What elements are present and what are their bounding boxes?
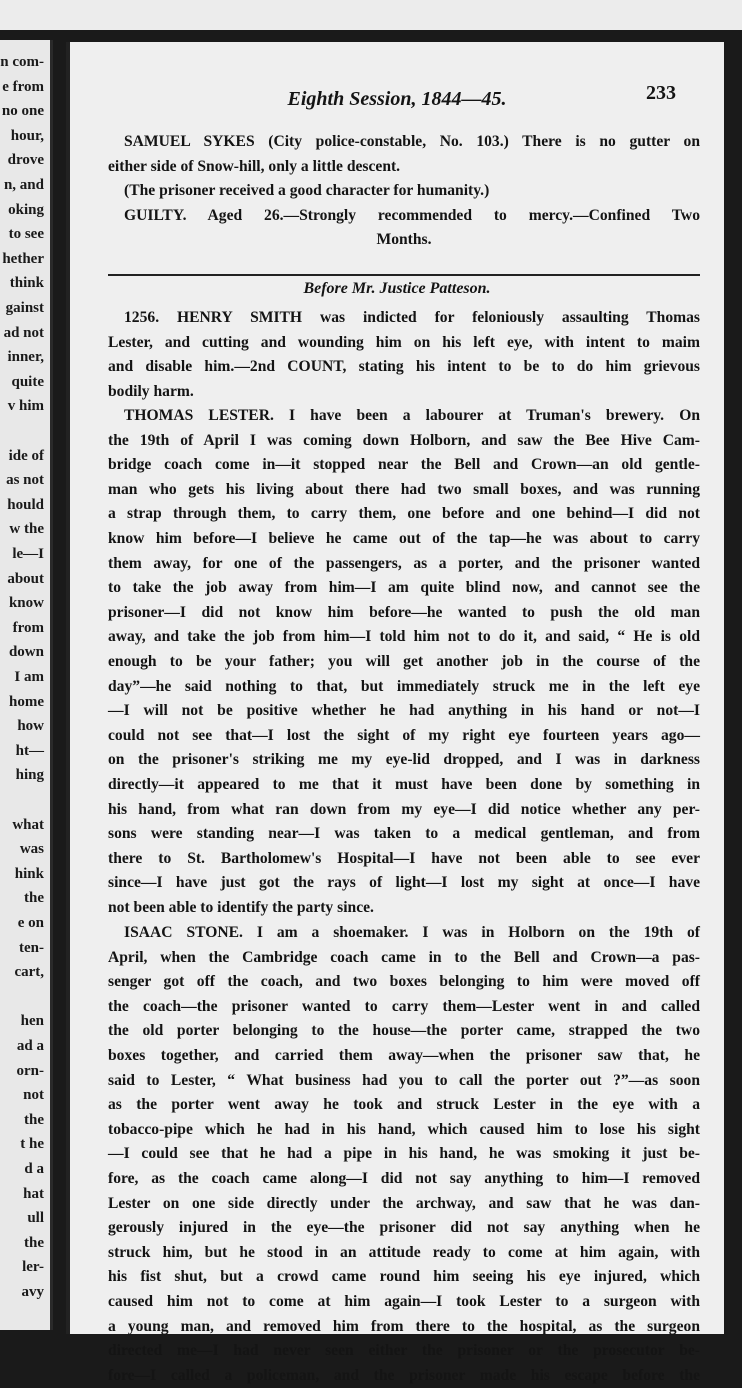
facing-page-line: ide of: [8, 447, 44, 464]
text-line: them away, for one of the passengers, as a porter, and the prisoner wanted: [108, 554, 700, 572]
facing-page-line: the: [24, 1234, 44, 1251]
facing-page-line: what: [12, 816, 44, 833]
facing-page-line: ad not: [3, 324, 44, 341]
facing-page-line: was: [19, 841, 44, 858]
text-line: the 19th of April I was coming down Holborn, and saw the Bee Hive Cam-: [108, 431, 700, 449]
facing-page-fragment: [0, 40, 53, 1330]
text-line: fore, as the coach came along—I did not say anything to him—I removed: [108, 1169, 700, 1187]
facing-page-line: inner,: [7, 349, 44, 366]
facing-page-line: ten-: [19, 939, 44, 956]
facing-page-line: know: [8, 595, 44, 612]
facing-page-line: hat: [23, 1185, 44, 1202]
facing-page-line: avy: [21, 1284, 44, 1300]
facing-page-line: as not: [6, 472, 44, 489]
text-line: 1256. HENRY SMITH was indicted for feloniously assaulting Thomas: [124, 309, 700, 326]
text-line: —I could see that he had a pipe in his hand, he was smoking it just be-: [108, 1145, 700, 1163]
text-line: directly—it appeared to me that it must have been done by something in: [108, 775, 700, 793]
text-line: said to Lester, “ What business had you to call the porter out ?”—as soon: [108, 1071, 700, 1089]
text-line: know him before—I believe he came out of the tap—he was about to carry: [108, 529, 700, 547]
text-line: caused him not to come at him again—I took Lester to a surgeon with: [108, 1292, 700, 1310]
text-line: day”—he said nothing to that, but immediately struck me in the left eye: [108, 677, 700, 695]
text-line: GUILTY. Aged 26.—Strongly recommended to mercy.—Confined Two: [124, 206, 700, 224]
page-number: 233: [646, 82, 676, 104]
running-head: Eighth Session, 1844—45.: [287, 88, 507, 110]
facing-page-line: not: [23, 1087, 44, 1104]
text-line: could not see that—I lost the sight of my right eye fourteen years ago—: [108, 726, 700, 744]
facing-page-line: think: [9, 275, 44, 292]
text-line: not been able to identify the party since.: [108, 898, 374, 916]
facing-page-line: orn-: [16, 1062, 44, 1079]
facing-page-line: ht—: [15, 742, 44, 759]
facing-page-line: ad a: [16, 1038, 44, 1054]
text-line: as the porter went away he took and struck Lester in the eye with a: [108, 1096, 700, 1114]
testimony-sykes: [108, 130, 700, 253]
facing-page-line: e from: [2, 78, 44, 95]
text-line: (The prisoner received a good character for humanity.): [124, 182, 490, 200]
facing-page-line: le—I: [12, 546, 44, 562]
text-line: there to St. Bartholomew's Hospital—I have not been able to see ever: [108, 849, 700, 867]
facing-page-line: d a: [24, 1161, 44, 1177]
facing-page-line: quite: [11, 373, 44, 390]
facing-page-line: hould: [7, 496, 44, 513]
text-line: struck him, but he stood in an attitude ready to come at him again, with: [108, 1243, 700, 1261]
text-line: away, and take the job from him—I told him not to do it, and said, “ He is old: [108, 628, 700, 646]
text-line: man who gets his living about there had two small boxes, and was running: [108, 480, 700, 498]
text-line: his hand, from what ran down from my eye—I did notice whether any per-: [108, 800, 700, 818]
facing-page-line: down: [8, 644, 44, 661]
facing-page-line: n com-: [0, 54, 44, 70]
text-line: a young man, and removed him from there to the hospital, as the surgeon: [108, 1317, 700, 1335]
facing-page-line: w the: [9, 521, 44, 538]
facing-page-line: no one: [1, 103, 44, 120]
text-line: boxes together, and carried them away—when the prisoner saw that, he: [108, 1046, 700, 1064]
facing-page-line: gainst: [5, 300, 44, 316]
text-line: Months.: [376, 231, 432, 249]
text-line: gerously injured in the eye—the prisoner did not say anything when he: [108, 1219, 700, 1237]
facing-page-line: the: [24, 1111, 44, 1128]
text-line: —I will not be positive whether he had anything in his hand or not—I: [108, 702, 700, 720]
facing-page-line: hen: [20, 1013, 44, 1030]
facing-page-line: drove: [7, 152, 44, 169]
text-line: and disable him.—2nd COUNT, stating his intent to be to do him grievous: [108, 358, 700, 376]
facing-page-line: hether: [2, 250, 44, 267]
facing-page-line: to see: [8, 226, 44, 243]
facing-page-line: e on: [17, 915, 44, 931]
facing-page-line: ler-: [22, 1259, 44, 1276]
facing-page-line: from: [12, 619, 44, 636]
text-line: his fist shut, but a crowd came round him seeing his eye injured, which: [108, 1268, 700, 1286]
text-line: since—I have just got the rays of light—I lost my sight at once—I have: [108, 874, 700, 892]
facing-page-line: home: [9, 693, 44, 710]
facing-page-line: cart,: [14, 964, 44, 981]
facing-page-line: n, and: [3, 177, 44, 193]
text-line: bridge coach come in—it stopped near the Bell and Crown—an old gentle-: [108, 456, 700, 474]
scan-top-margin: [0, 0, 742, 30]
text-line: Lester on one side directly under the archway, and saw that he was dan-: [108, 1194, 700, 1212]
testimony-lester: [108, 404, 700, 920]
text-line: THOMAS LESTER. I have been a labourer at Truman's brewery. On: [124, 407, 700, 424]
text-line: tobacco-pipe which he had in his hand, which caused him to lose his sight: [108, 1120, 700, 1138]
text-line: SAMUEL SYKES (City police-constable, No. 103.) There is no gutter on: [124, 133, 700, 150]
facing-page-line: hing: [15, 767, 44, 784]
text-line: a strap through them, to carry them, one before and one behind—I did not: [108, 505, 700, 523]
text-line: either side of Snow-hill, only a little descent.: [108, 157, 401, 175]
facing-page-line: ull: [27, 1210, 44, 1227]
text-line: Lester, and cutting and wounding him on his left eye, with intent to maim: [108, 333, 700, 351]
facing-page-line: hink: [14, 865, 44, 882]
text-line: sons were standing near—I was taken to a medical gentleman, and from: [108, 825, 700, 843]
text-line: April, when the Cambridge coach came in to the Bell and Crown—a pas-: [108, 948, 700, 966]
facing-page-line: the: [24, 890, 44, 907]
facing-page-line: t he: [20, 1136, 44, 1153]
text-line: the coach—the prisoner wanted to carry them—Lester went in and called: [108, 997, 700, 1015]
text-line: enough to be your father; you will get another job in the course of the: [108, 652, 700, 670]
indictment-paragraph: [108, 306, 700, 404]
document-page: [66, 42, 724, 1384]
text-line: fore—I called a policeman, and the prisoner made his escape before the: [108, 1366, 700, 1384]
facing-page-line: hour,: [10, 127, 44, 144]
facing-page-line: I am: [14, 669, 44, 685]
facing-page-line: v him: [7, 398, 44, 415]
text-line: the old porter belonging to the house—the porter came, strapped the two: [108, 1022, 700, 1040]
testimony-stone: [108, 921, 700, 1388]
text-line: senger got off the coach, and two boxes belonging to him were moved off: [108, 973, 700, 991]
section-heading: Before Mr. Justice Patteson.: [303, 280, 491, 297]
text-line: to take the job away from him—I am quite blind now, and cannot see the: [108, 579, 700, 597]
facing-page-line: how: [17, 718, 44, 735]
section-divider: [108, 274, 700, 276]
facing-page-line: oking: [8, 201, 44, 218]
text-line: ISAAC STONE. I am a shoemaker. I was in Holborn on the 19th of: [124, 924, 700, 941]
text-line: on the prisoner's striking me my eye-lid dropped, and I was in darkness: [108, 751, 700, 769]
text-line: prisoner—I did not know him before—he wanted to push the old man: [108, 603, 700, 621]
text-line: bodily harm.: [108, 382, 194, 400]
facing-page-line: about: [7, 570, 44, 587]
text-line: directed me—I had never seen either the prisoner or the prosecutor be-: [108, 1342, 700, 1360]
